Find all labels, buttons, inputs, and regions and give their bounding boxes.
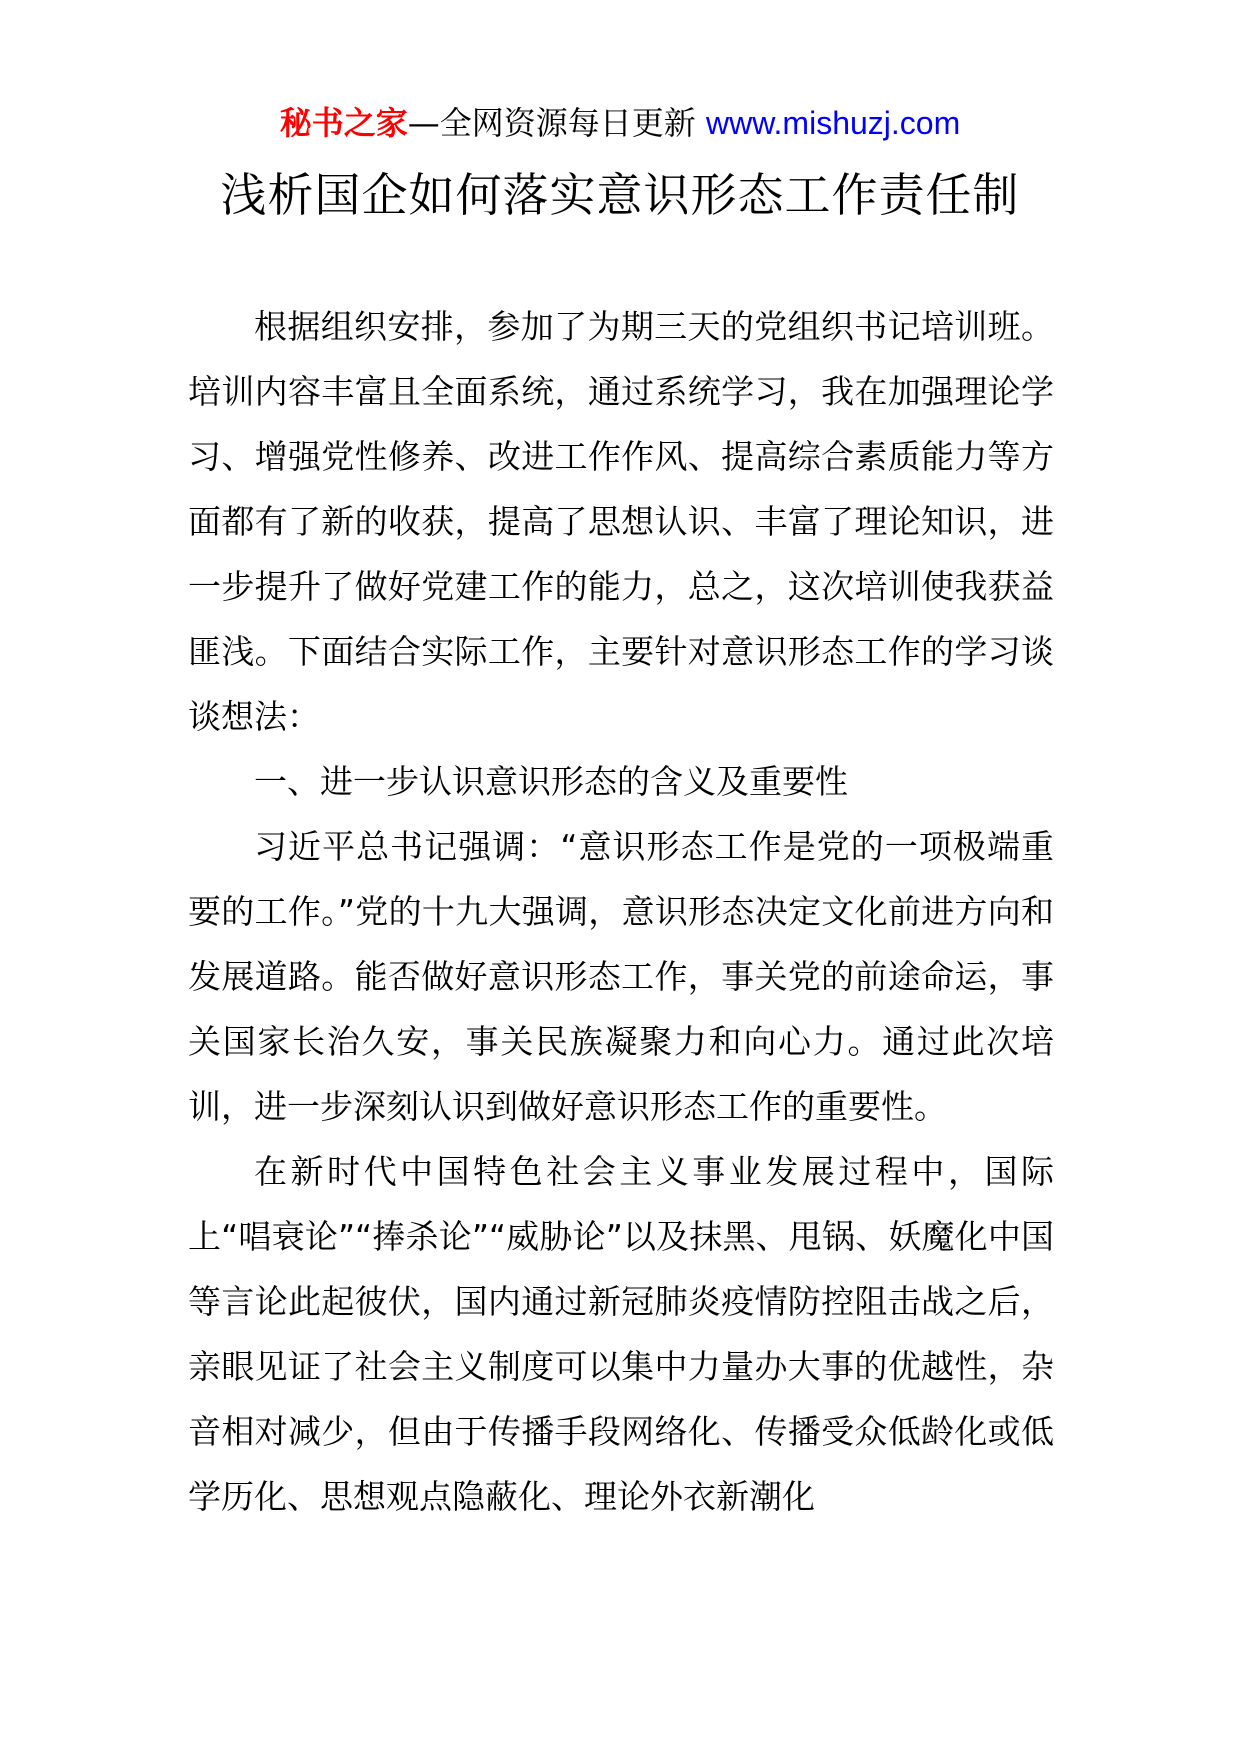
document-title: 浅析国企如何落实意识形态工作责任制 (220, 168, 1020, 222)
paragraph-intro: 根据组织安排，参加了为期三天的党组织书记培训班。培训内容丰富且全面系统，通过系统学习，我在加强理论学习、增强党性修养、改进工作作风、提高综合素质能力等方面都有了新的收获，提高了思想认识、丰富了理论知识，进一步提升了做好党建工作的能力，总之，这次培训使我获益匪浅。下面结合实际工作，主要针对意识形态工作的学习谈谈想法： (188, 307, 1054, 736)
site-banner (0, 100, 1240, 146)
document-body (188, 294, 1054, 1529)
site-brand: 秘书之家 (279, 104, 408, 142)
section-heading-1: 一、进一步认识意识形态的含义及重要性 (254, 762, 848, 801)
paragraph-context: 在新时代中国特色社会主义事业发展过程中，国际上“唱衰论”“捧杀论”“威胁论”以及抹黑、甩锅、妖魔化中国等言论此起彼伏，国内通过新冠肺炎疫情防控阻击战之后，亲眼见证了社会主义制度可以集中力量办大事的优越性，杂音相对减少，但由于传播手段网络化、传播受众低龄化或低学历化、思想观点隐蔽化、理论外衣新潮化 (188, 1152, 1054, 1516)
site-url-link[interactable]: www.mishuzj.com (705, 105, 961, 141)
paragraph-importance: 习近平总书记强调：“意识形态工作是党的一项极端重要的工作。”党的十九大强调，意识形态决定文化前进方向和发展道路。能否做好意识形态工作，事关党的前途命运，事关国家长治久安，事关民族凝聚力和向心力。通过此次培训，进一步深刻认识到做好意识形态工作的重要性。 (188, 827, 1054, 1126)
site-tagline: —全网资源每日更新 (407, 104, 706, 142)
